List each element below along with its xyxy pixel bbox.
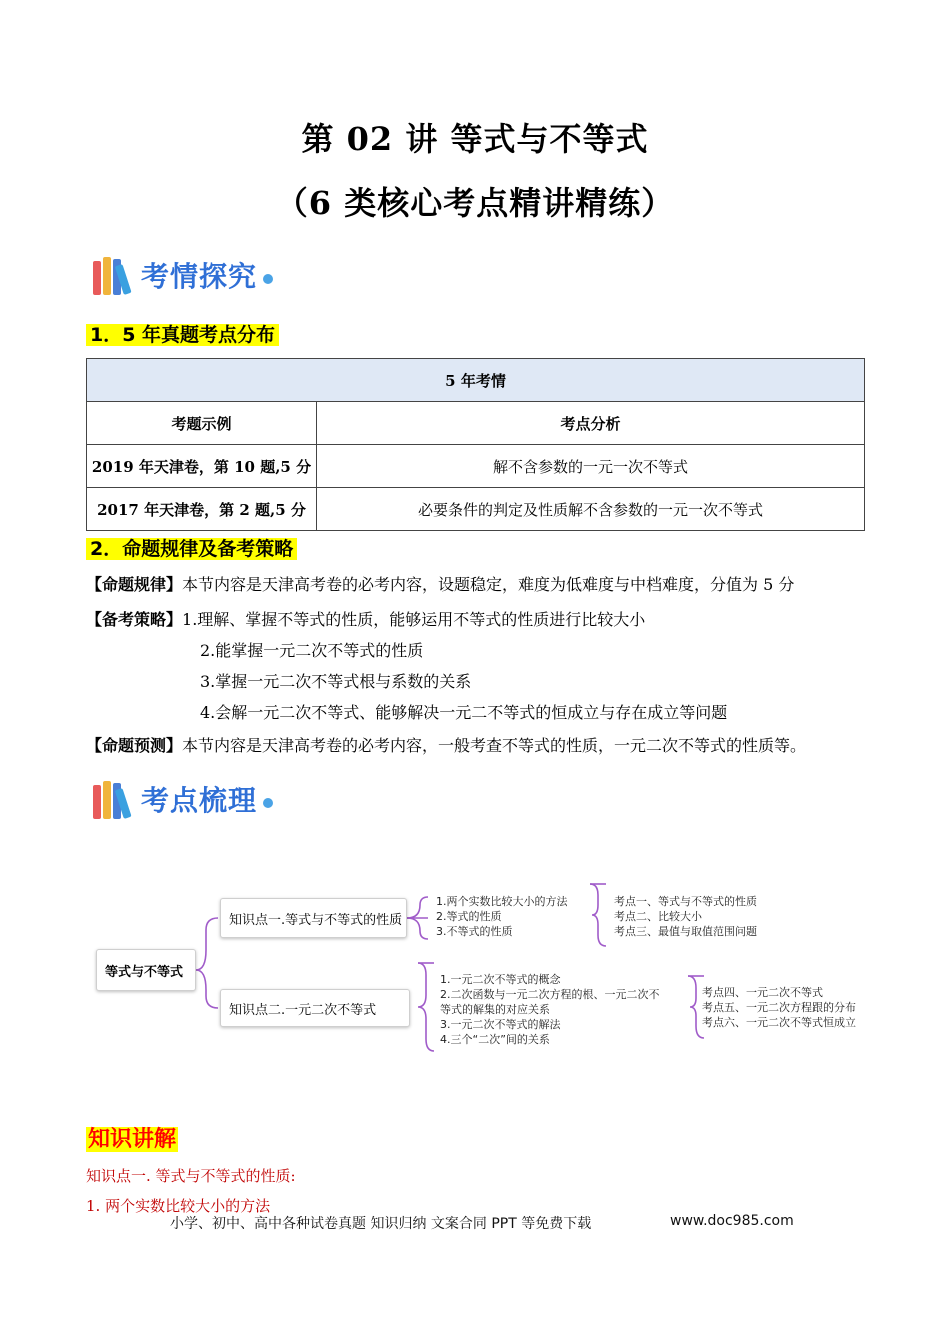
list-item: 考点四、一元二次不等式 [702,986,823,999]
knowledge-heading: 知识讲解 [88,1127,177,1152]
mindmap-k1-items [436,894,568,939]
rules-text: 本节内容是天津高考卷的必考内容，设题稳定，难度为低难度与中档难度，分值为 5 分 [182,575,795,594]
list-item: 3.不等式的性质 [436,925,513,938]
list-item: 1.一元二次不等式的概念 [440,973,561,986]
footer-link[interactable]: www.doc985.com [670,1213,794,1229]
footer-text: 小学、初中、高中各种试卷真题 知识归纳 文案合同 PPT 等免费下载 [170,1216,592,1232]
list-item: 考点一、等式与不等式的性质 [614,895,757,908]
mindmap-knowledge-2: 知识点二.一元二次不等式 [220,989,410,1027]
strategy-item: 4.会解一元二次不等式、能够解决一元二不等式的恒成立与存在成立等问题 [200,703,728,722]
table-cell-example: 2019 年天津卷，第 10 题,5 分 [87,445,317,488]
list-item: 3.一元二次不等式的解法 [440,1018,561,1031]
table-cell-example: 2017 年天津卷，第 2 题,5 分 [87,488,317,531]
section-heading-2: 2．命题规律及备考策略 [86,538,297,560]
list-item: 考点二、比较大小 [614,910,702,923]
list-item: 等式的解集的对应关系 [440,1003,550,1016]
strategy-item: 1.理解、掌握不等式的性质，能够运用不等式的性质进行比较大小 [182,610,646,629]
banner-title: 考情探究 [141,260,258,293]
strategy-item: 3.掌握一元二次不等式根与系数的关系 [200,672,472,691]
mindmap-k2-points [702,985,856,1030]
page-subtitle: （6 类核心考点精讲精练） [275,184,675,222]
mindmap-k2-items [440,972,660,1047]
list-item: 考点三、最值与取值范围问题 [614,925,757,938]
knowledge-line-2: 1. 两个实数比较大小的方法 [86,1197,271,1215]
knowledge-line-1: 知识点一. 等式与不等式的性质: [86,1167,296,1185]
predict-label: 【命题预测】 [86,736,183,755]
mindmap-root: 等式与不等式 [96,949,196,991]
table-cell-analysis: 必要条件的判定及性质解不含参数的一元一次不等式 [317,488,865,531]
list-item: 4.三个“二次”间的关系 [440,1033,550,1046]
table-cell-analysis: 解不含参数的一元一次不等式 [317,445,865,488]
list-item: 考点五、一元二次方程跟的分布 [702,1001,856,1014]
mindmap-knowledge-1: 知识点一.等式与不等式的性质 [220,898,407,938]
mindmap-k1-points [614,894,757,939]
strategy-label: 【备考策略】 [86,610,183,629]
strategy-item: 2.能掌握一元二次不等式的性质 [200,641,424,660]
banner-title: 考点梳理 [141,784,258,817]
rules-label: 【命题规律】 [86,575,183,594]
predict-text: 本节内容是天津高考卷的必考内容，一般考查不等式的性质，一元二次不等式的性质等。 [182,736,807,755]
section-heading-1: 1．5 年真题考点分布 [86,324,279,346]
table-header-example: 考题示例 [87,402,317,445]
list-item: 1.两个实数比较大小的方法 [436,895,568,908]
table-caption: 5 年考情 [87,359,865,402]
list-item: 考点六、一元二次不等式恒成立 [702,1016,856,1029]
table-header-analysis: 考点分析 [317,402,865,445]
list-item: 2.等式的性质 [436,910,502,923]
list-item: 2.二次函数与一元二次方程的根、一元二次不 [440,988,660,1001]
page-title: 第 02 讲 等式与不等式 [301,120,649,158]
